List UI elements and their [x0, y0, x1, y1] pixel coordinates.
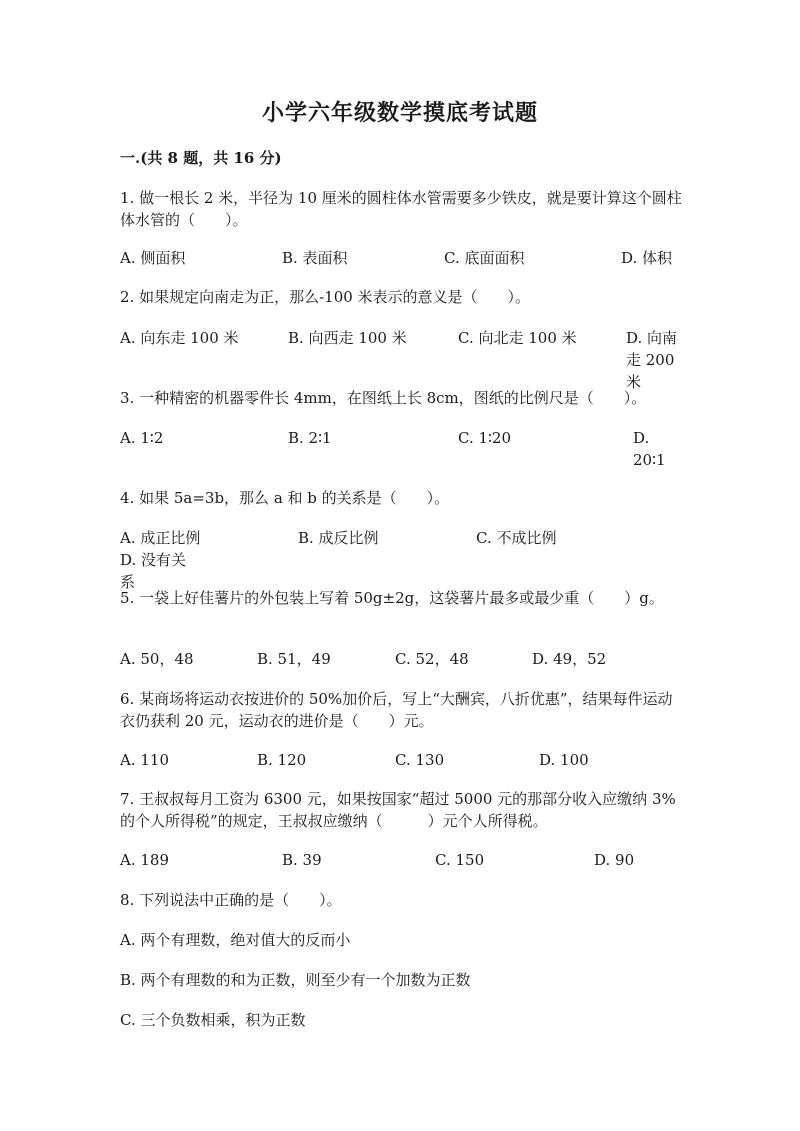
option-b[interactable]: B. 两个有理数的和为正数，则至少有一个加数为正数: [120, 971, 471, 989]
option-d[interactable]: D. 体积: [621, 249, 673, 267]
option-b[interactable]: B. 表面积: [282, 249, 348, 267]
option-a[interactable]: A. 110: [120, 751, 169, 769]
option-a[interactable]: A. 侧面积: [120, 249, 186, 267]
option-a[interactable]: A. 50，48: [120, 650, 194, 668]
section-heading: 一.(共 8 题，共 16 分): [120, 149, 282, 167]
option-c[interactable]: C. 三个负数相乘，积为正数: [120, 1011, 306, 1029]
option-c[interactable]: C. 150: [435, 851, 485, 869]
option-a[interactable]: A. 成正比例: [120, 529, 201, 547]
options-1: [120, 247, 686, 269]
option-b[interactable]: B. 2∶1: [288, 429, 332, 447]
option-a[interactable]: A. 两个有理数，绝对值大的反而小: [120, 931, 351, 949]
option-b[interactable]: B. 39: [282, 851, 322, 869]
question-3: 3. 一种精密的机器零件长 4mm，在图纸上长 8cm，图纸的比例尺是（ ）。: [120, 389, 647, 407]
option-d[interactable]: D. 49，52: [532, 650, 607, 668]
option-c[interactable]: C. 不成比例: [476, 529, 557, 547]
option-c[interactable]: C. 底面面积: [444, 249, 525, 267]
option-d[interactable]: D. 90: [594, 851, 635, 869]
question-5: 5. 一袋上好佳薯片的外包装上写着 50g±2g，这袋薯片最多或最少重（ ）g。: [120, 589, 664, 607]
question-6: 6. 某商场将运动衣按进价的 50%加价后，写上“大酬宾，八折优惠”，结果每件运动衣仍获利 20 元，运动衣的进价是（ ）元。: [120, 690, 673, 730]
option-b[interactable]: B. 120: [257, 751, 307, 769]
option-c[interactable]: C. 1∶20: [458, 429, 512, 447]
options-6: [120, 749, 686, 771]
option-d[interactable]: D. 100: [539, 751, 589, 769]
option-b[interactable]: B. 向西走 100 米: [288, 329, 407, 347]
option-a[interactable]: A. 向东走 100 米: [120, 329, 239, 347]
option-c[interactable]: C. 130: [395, 751, 445, 769]
question-8: 8. 下列说法中正确的是（ ）。: [120, 891, 342, 909]
option-a[interactable]: A. 1∶2: [120, 429, 164, 447]
page-title: 小学六年级数学摸底考试题: [261, 100, 538, 126]
options-3: [120, 427, 686, 471]
question-2: 2. 如果规定向南走为正，那么-100 米表示的意义是（ ）。: [120, 288, 531, 306]
question-4: 4. 如果 5a=3b，那么 a 和 b 的关系是（ ）。: [120, 489, 450, 507]
options-4: [120, 527, 686, 593]
question-7: 7. 王叔叔每月工资为 6300 元，如果按国家“超过 5000 元的那部分收入应缴纳 3%的个人所得税”的规定，王叔叔应缴纳（ ）元个人所得税。: [120, 790, 676, 830]
option-b[interactable]: B. 成反比例: [298, 529, 379, 547]
option-d[interactable]: D. 没有关系: [120, 551, 187, 591]
option-c[interactable]: C. 52，48: [395, 650, 469, 668]
option-b[interactable]: B. 51，49: [257, 650, 331, 668]
options-2: [120, 327, 686, 393]
option-c[interactable]: C. 向北走 100 米: [458, 329, 577, 347]
options-7: [120, 849, 686, 871]
question-1: 1. 做一根长 2 米，半径为 10 厘米的圆柱体水管需要多少铁皮，就是要计算这个圆柱体水管的（ ）。: [120, 189, 682, 229]
option-d[interactable]: D. 向南走 200 米: [626, 329, 678, 391]
option-d[interactable]: D. 20∶1: [633, 429, 666, 469]
option-a[interactable]: A. 189: [120, 851, 169, 869]
options-5: [120, 648, 686, 670]
